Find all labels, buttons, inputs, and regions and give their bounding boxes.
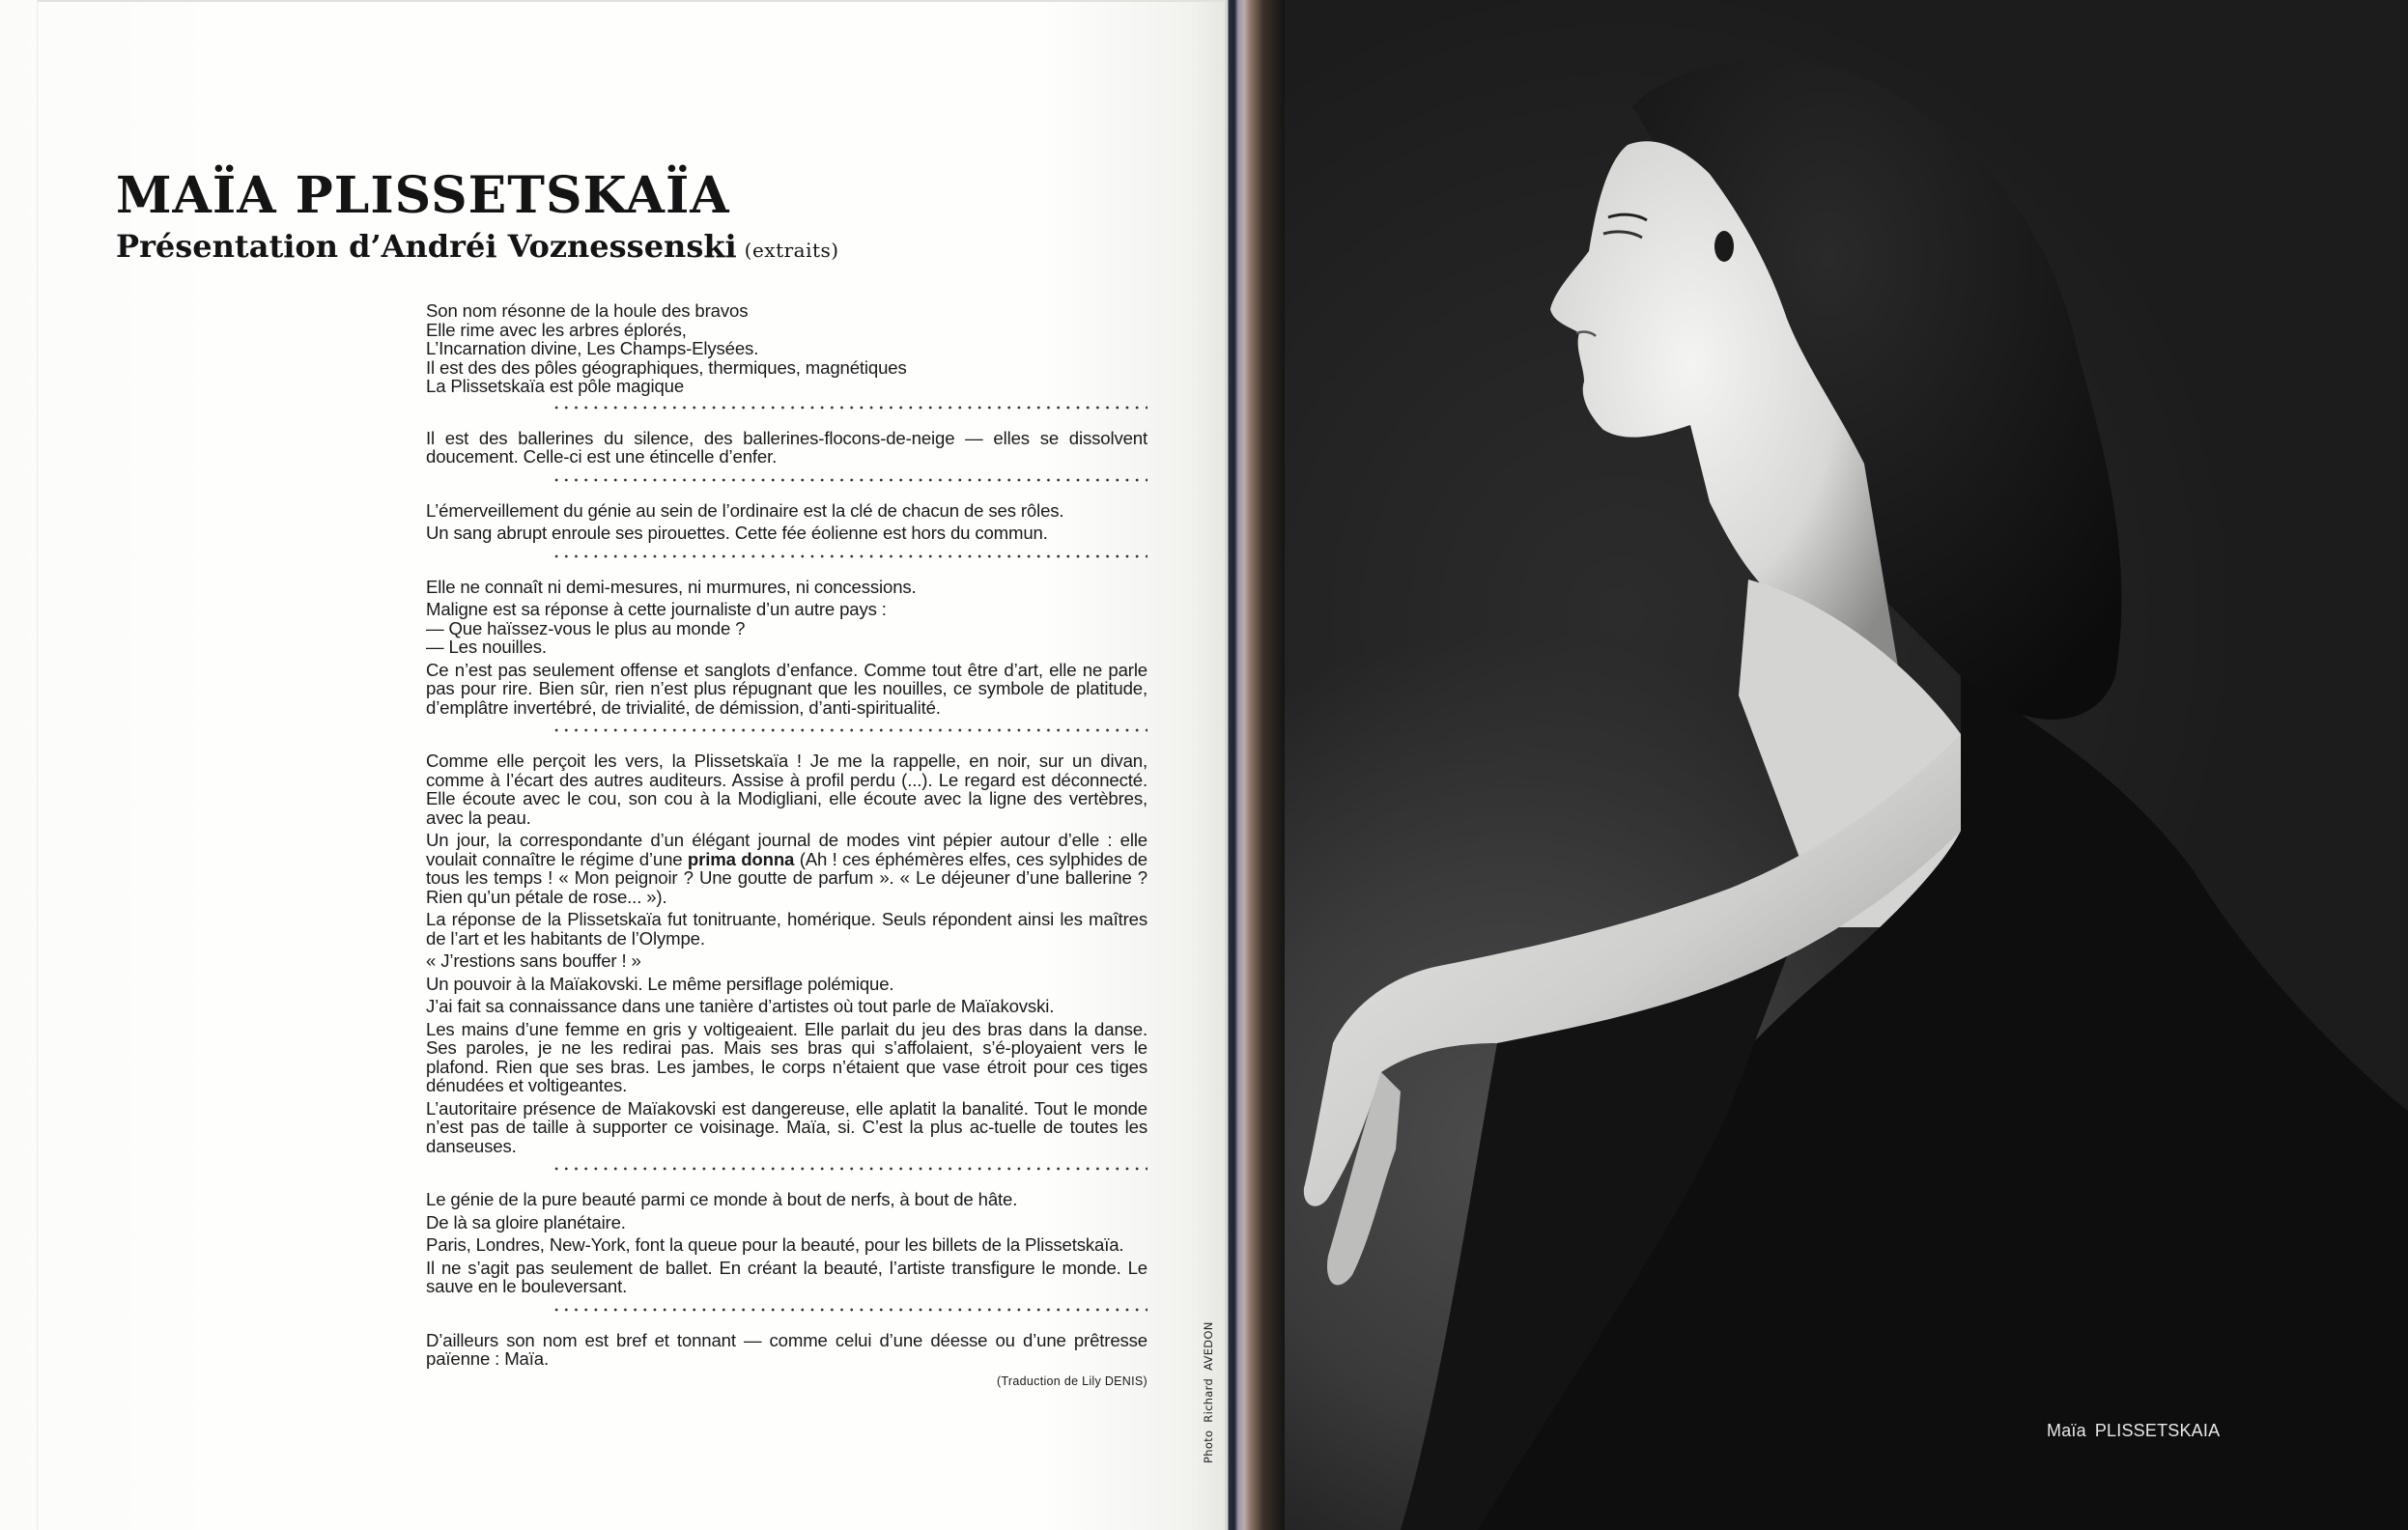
article-section [426,501,1147,543]
emphasis-prima-donna: prima donna [687,848,795,869]
paragraph: Maligne est sa réponse à cette journaliste d’un autre pays : [426,599,887,619]
poem-line: Il est des des pôles géographiques, thermiques, magnétiques [426,356,907,378]
article-body [426,301,1147,1391]
photo-caption [2047,1421,2220,1441]
article-section [426,751,1147,1155]
dotted-separator [552,1159,1147,1178]
subtitle-note: (extraits) [744,239,839,262]
photo-credit-last: AVEDON [1202,1321,1215,1371]
paragraph: L’émerveillement du génie au sein de l’ordinaire est la clé de chacun de ses rôles. [426,499,1064,521]
portrait-photo [1285,0,2408,1530]
paragraph: Ce n’est pas seulement offense et sanglots d’enfance. Comme tout être d’art, elle ne parle pas pour rire. Bien sûr, rien n’est plus répugnant que les nouilles, ce symbole de platitude, d’emplâtre invertébré, de trivialité, de démission, d’anti-spiritualité. [426,659,1147,718]
dotted-separator [552,721,1147,740]
paragraph: Paris, Londres, New-York, font la queue pour la beauté, pour les billets de la Plissetskaïa. [426,1234,1124,1255]
paragraph: Un sang abrupt enroule ses pirouettes. Cette fée éolienne est hors du commun. [426,523,1048,543]
quote: « J’restions sans bouffer ! » [426,950,641,971]
caption-first-name: Maïa [2047,1421,2086,1440]
paragraph: La réponse de la Plissetskaïa fut tonitruante, homérique. Seuls répondent ainsi les maîtres de l’art et les habitants de l’Olympe. [426,909,1147,949]
photo-credit-first: Richard [1202,1377,1215,1423]
paragraph: De là sa gloire planétaire. [426,1211,626,1232]
page-gutter [1225,0,1285,1530]
article-title: MAÏA PLISSETSKAÏA [116,166,730,225]
translation-credit: (Traduction de Lily DENIS) [997,1374,1147,1388]
dotted-separator [552,547,1147,566]
paragraph-text: Un jour, la correspondante d’un élégant journal de modes vint pépier autour d’elle : elle voulait connaître le régime d’une [426,830,1147,869]
poem-stanza [426,301,1147,396]
dialogue-line: — Les nouilles. [426,637,547,657]
caption-last-name: PLISSETSKAIA [2094,1421,2221,1440]
paragraph: Elle ne connaît ni demi-mesures, ni murmures, ni concessions. [426,576,917,597]
poem-line: Son nom résonne de la houle des bravos [426,300,749,321]
article-section [426,1331,1147,1369]
paragraph-text: (Ah ! ces éphémères elfes, ces sylphides de tous les temps ! « Mon peignoir ? Une goutte de parfum ». « Le déjeuner d’une ballerine ? Rien qu’un pétale de rose... »). [426,848,1147,907]
dialogue-line: — Que haïssez-vous le plus au monde ? [426,617,746,638]
page-edge [37,0,38,1530]
paragraph: J’ai fait sa connaissance dans une tanière d’artistes où tout parle de Maïakovski. [426,996,1055,1016]
article-section [426,429,1147,467]
page-edge [37,0,1225,2]
poem-line: La Plissetskaïa est pôle magique [426,376,685,396]
subtitle-text: Présentation d’Andréi Voznessenski [116,228,737,265]
paragraph [426,831,1147,906]
paragraph: Un pouvoir à la Maïakovski. Le même persiflage polémique. [426,973,894,994]
paragraph: Comme elle perçoit les vers, la Plissetskaïa ! Je me la rappelle, en noir, sur un divan, comme à l’écart des autres auditeurs. Assise à profil perdu (...). Le regard est déconnecté. Elle écoute avec le cou, son cou à la Modigliani, elle écoute avec la ligne des vertèbres, avec la peau. [426,751,1147,828]
portrait-illustration [1285,0,2408,1530]
paragraph: D’ailleurs son nom est bref et tonnant — comme celui d’une déesse ou d’une prêtresse païenne : Maïa. [426,1329,1147,1369]
photo-credit [1202,1314,1215,1463]
poem-line: Elle rime avec les arbres éplorés, [426,319,687,340]
paragraph: Le génie de la pure beauté parmi ce monde à bout de nerfs, à bout de hâte. [426,1189,1018,1209]
paragraph: Il est des ballerines du silence, des ballerines-flocons-de-neige — elles se dissolvent doucement. Celle-ci est une étincelle d’enfer. [426,427,1147,467]
paragraph: L’autoritaire présence de Maïakovski est dangereuse, elle aplatit la banalité. Tout le monde n’est pas de taille à supporter ce voisinage. Maïa, si. C’est la plus ac-tuelle de toutes les danseuses. [426,1097,1147,1156]
dotted-separator [552,398,1147,417]
dotted-separator [552,1300,1147,1319]
article-section [426,1190,1147,1296]
paragraph: Il ne s’agit pas seulement de ballet. En créant la beauté, l’artiste transfigure le monde. Le sauve en le bouleversant. [426,1257,1147,1296]
photo-credit-label: Photo [1202,1430,1215,1463]
paragraph: Les mains d’une femme en gris y voltigeaient. Elle parlait du jeu des bras dans la danse. Ses paroles, je ne les redirai pas. Mais ses bras qui s’affolaient, s’é-ployaient vers le plafond. Rien que ses bras. Les jambes, le corps n’étaient que vase étroit pour ces tiges dénudées et voltigeantes. [426,1018,1147,1095]
article-subtitle [116,228,839,265]
dotted-separator [552,470,1147,490]
poem-line: L’Incarnation divine, Les Champs-Elysées. [426,338,759,358]
ear-mark [1714,231,1734,262]
article-section [426,578,1147,718]
